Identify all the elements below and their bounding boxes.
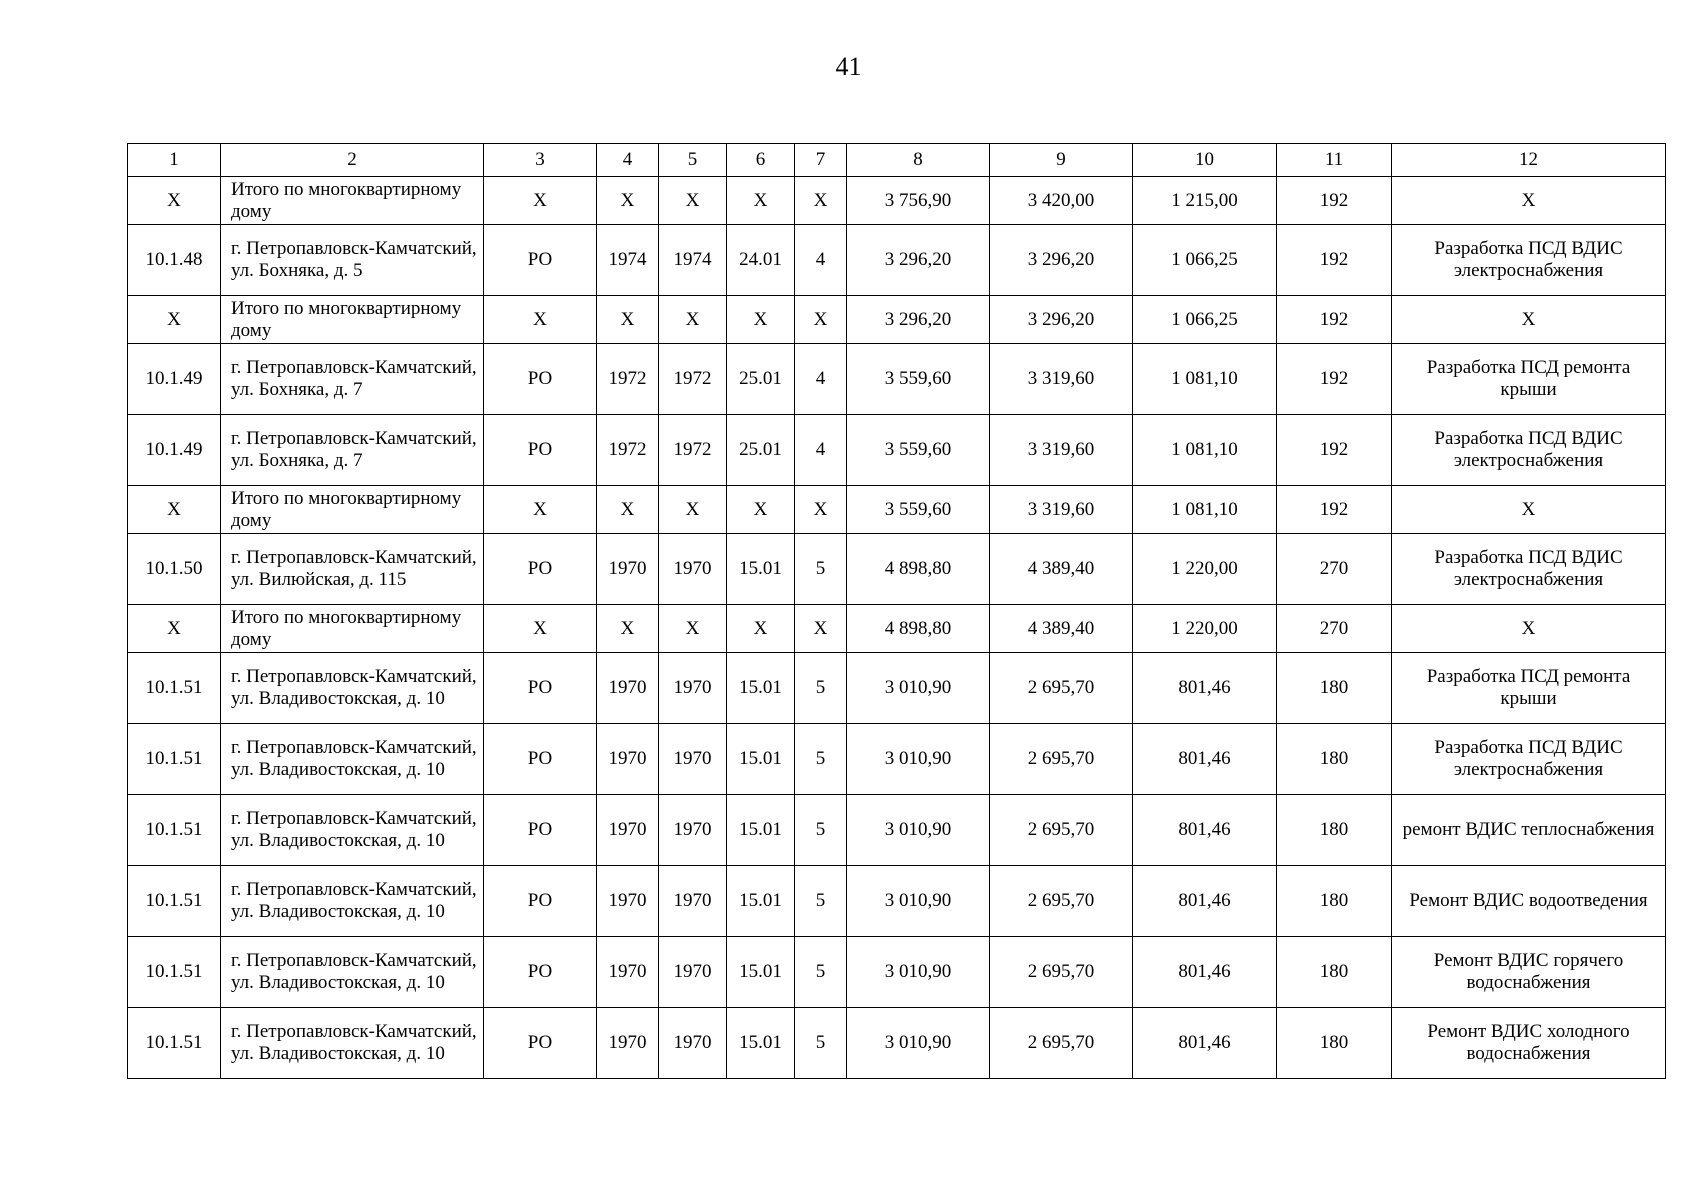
work-type-cell: Х	[1392, 296, 1666, 344]
build-year-cell: 1970	[597, 866, 659, 937]
floors-cell: Х	[795, 486, 847, 534]
address-cell: г. Петропавловск-Камчатский, ул. Владивостокская, д. 10	[221, 866, 484, 937]
wall-material-cell: 25.01	[727, 415, 795, 486]
row-number-cell: 10.1.51	[128, 937, 221, 1008]
row-number-cell: Х	[128, 486, 221, 534]
residential-area-cell: 1 081,10	[1133, 486, 1277, 534]
total-area-cell: 3 559,60	[847, 486, 990, 534]
owner-type-cell: РО	[484, 415, 597, 486]
floors-cell: 4	[795, 225, 847, 296]
owner-type-cell: Х	[484, 605, 597, 653]
wall-material-cell: 25.01	[727, 344, 795, 415]
floors-cell: 5	[795, 653, 847, 724]
owner-type-cell: РО	[484, 795, 597, 866]
floors-cell: 5	[795, 866, 847, 937]
build-year-cell: 1970	[597, 724, 659, 795]
total-area-cell: 3 296,20	[847, 296, 990, 344]
row-number-cell: Х	[128, 177, 221, 225]
commissioning-year-cell: 1970	[659, 1008, 727, 1079]
build-year-cell: 1970	[597, 653, 659, 724]
residential-area-cell: 801,46	[1133, 795, 1277, 866]
row-number-cell: 10.1.51	[128, 724, 221, 795]
row-number-cell: Х	[128, 605, 221, 653]
residents-cell: 192	[1277, 486, 1392, 534]
owner-type-cell: Х	[484, 296, 597, 344]
row-number-cell: 10.1.48	[128, 225, 221, 296]
living-area-cell: 4 389,40	[990, 605, 1133, 653]
row-number-cell: 10.1.51	[128, 866, 221, 937]
total-area-cell: 3 010,90	[847, 653, 990, 724]
build-year-cell: 1970	[597, 937, 659, 1008]
commissioning-year-cell: Х	[659, 486, 727, 534]
owner-type-cell: РО	[484, 866, 597, 937]
address-cell: г. Петропавловск-Камчатский, ул. Владивостокская, д. 10	[221, 724, 484, 795]
table-body	[128, 177, 1666, 1079]
owner-type-cell: РО	[484, 937, 597, 1008]
address-cell: г. Петропавловск-Камчатский, ул. Вилюйская, д. 115	[221, 534, 484, 605]
total-area-cell: 3 010,90	[847, 795, 990, 866]
address-cell: г. Петропавловск-Камчатский, ул. Владивостокская, д. 10	[221, 653, 484, 724]
residential-area-cell: 1 081,10	[1133, 415, 1277, 486]
floors-cell: Х	[795, 605, 847, 653]
build-year-cell: 1972	[597, 344, 659, 415]
residential-area-cell: 1 220,00	[1133, 605, 1277, 653]
table-row	[128, 225, 1666, 296]
subtotal-row	[128, 177, 1666, 225]
total-area-cell: 3 010,90	[847, 1008, 990, 1079]
wall-material-cell: Х	[727, 177, 795, 225]
living-area-cell: 3 296,20	[990, 296, 1133, 344]
table-row	[128, 866, 1666, 937]
table-header	[128, 144, 1666, 177]
work-type-cell: Х	[1392, 605, 1666, 653]
residents-cell: 180	[1277, 724, 1392, 795]
living-area-cell: 3 319,60	[990, 415, 1133, 486]
commissioning-year-cell: 1970	[659, 795, 727, 866]
owner-type-cell: РО	[484, 225, 597, 296]
address-cell: г. Петропавловск-Камчатский, ул. Владивостокская, д. 10	[221, 795, 484, 866]
table-row	[128, 724, 1666, 795]
residential-area-cell: 801,46	[1133, 653, 1277, 724]
total-area-cell: 3 559,60	[847, 415, 990, 486]
wall-material-cell: 15.01	[727, 1008, 795, 1079]
address-cell: Итого по многоквартирному дому	[221, 605, 484, 653]
housing-register-table	[127, 143, 1666, 1079]
living-area-cell: 2 695,70	[990, 795, 1133, 866]
work-type-cell: Разработка ПСД ВДИС электроснабжения	[1392, 415, 1666, 486]
column-header-11: 11	[1277, 144, 1392, 177]
wall-material-cell: 15.01	[727, 653, 795, 724]
residents-cell: 192	[1277, 296, 1392, 344]
commissioning-year-cell: Х	[659, 605, 727, 653]
column-header-1: 1	[128, 144, 221, 177]
address-cell: Итого по многоквартирному дому	[221, 486, 484, 534]
build-year-cell: 1970	[597, 534, 659, 605]
column-header-8: 8	[847, 144, 990, 177]
living-area-cell: 3 319,60	[990, 344, 1133, 415]
total-area-cell: 3 756,90	[847, 177, 990, 225]
floors-cell: Х	[795, 296, 847, 344]
address-cell: г. Петропавловск-Камчатский, ул. Бохняка, д. 7	[221, 344, 484, 415]
work-type-cell: Х	[1392, 486, 1666, 534]
table-row	[128, 653, 1666, 724]
owner-type-cell: РО	[484, 1008, 597, 1079]
build-year-cell: 1974	[597, 225, 659, 296]
floors-cell: 5	[795, 937, 847, 1008]
table-row	[128, 415, 1666, 486]
commissioning-year-cell: Х	[659, 296, 727, 344]
build-year-cell: Х	[597, 296, 659, 344]
owner-type-cell: Х	[484, 486, 597, 534]
table-row	[128, 1008, 1666, 1079]
commissioning-year-cell: 1970	[659, 534, 727, 605]
row-number-cell: 10.1.51	[128, 653, 221, 724]
build-year-cell: 1970	[597, 795, 659, 866]
row-number-cell: Х	[128, 296, 221, 344]
wall-material-cell: 15.01	[727, 937, 795, 1008]
work-type-cell: Х	[1392, 177, 1666, 225]
commissioning-year-cell: 1972	[659, 344, 727, 415]
column-header-7: 7	[795, 144, 847, 177]
column-header-9: 9	[990, 144, 1133, 177]
row-number-cell: 10.1.50	[128, 534, 221, 605]
address-cell: г. Петропавловск-Камчатский, ул. Владивостокская, д. 10	[221, 1008, 484, 1079]
residential-area-cell: 1 220,00	[1133, 534, 1277, 605]
floors-cell: 4	[795, 344, 847, 415]
row-number-cell: 10.1.49	[128, 415, 221, 486]
owner-type-cell: Х	[484, 177, 597, 225]
work-type-cell: Разработка ПСД ВДИС электроснабжения	[1392, 534, 1666, 605]
living-area-cell: 3 420,00	[990, 177, 1133, 225]
row-number-cell: 10.1.49	[128, 344, 221, 415]
commissioning-year-cell: 1970	[659, 724, 727, 795]
column-header-10: 10	[1133, 144, 1277, 177]
work-type-cell: ремонт ВДИС теплоснабжения	[1392, 795, 1666, 866]
commissioning-year-cell: 1970	[659, 937, 727, 1008]
living-area-cell: 2 695,70	[990, 653, 1133, 724]
total-area-cell: 3 559,60	[847, 344, 990, 415]
total-area-cell: 4 898,80	[847, 605, 990, 653]
address-cell: г. Петропавловск-Камчатский, ул. Владивостокская, д. 10	[221, 937, 484, 1008]
build-year-cell: Х	[597, 486, 659, 534]
residential-area-cell: 1 081,10	[1133, 344, 1277, 415]
wall-material-cell: 15.01	[727, 724, 795, 795]
table-row	[128, 344, 1666, 415]
total-area-cell: 3 010,90	[847, 866, 990, 937]
owner-type-cell: РО	[484, 344, 597, 415]
commissioning-year-cell: 1974	[659, 225, 727, 296]
wall-material-cell: 24.01	[727, 225, 795, 296]
residents-cell: 192	[1277, 177, 1392, 225]
residents-cell: 180	[1277, 866, 1392, 937]
commissioning-year-cell: 1970	[659, 866, 727, 937]
floors-cell: 5	[795, 534, 847, 605]
total-area-cell: 3 010,90	[847, 724, 990, 795]
residential-area-cell: 801,46	[1133, 937, 1277, 1008]
floors-cell: 5	[795, 1008, 847, 1079]
table-row	[128, 795, 1666, 866]
table-row	[128, 534, 1666, 605]
floors-cell: Х	[795, 177, 847, 225]
work-type-cell: Разработка ПСД ремонта крыши	[1392, 344, 1666, 415]
owner-type-cell: РО	[484, 724, 597, 795]
wall-material-cell: 15.01	[727, 866, 795, 937]
build-year-cell: Х	[597, 605, 659, 653]
residential-area-cell: 801,46	[1133, 866, 1277, 937]
wall-material-cell: 15.01	[727, 534, 795, 605]
living-area-cell: 3 319,60	[990, 486, 1133, 534]
commissioning-year-cell: 1972	[659, 415, 727, 486]
build-year-cell: 1972	[597, 415, 659, 486]
page-number: 41	[835, 52, 862, 81]
total-area-cell: 3 296,20	[847, 225, 990, 296]
residential-area-cell: 1 066,25	[1133, 296, 1277, 344]
residential-area-cell: 801,46	[1133, 724, 1277, 795]
residential-area-cell: 1 215,00	[1133, 177, 1277, 225]
work-type-cell: Разработка ПСД ВДИС электроснабжения	[1392, 724, 1666, 795]
residents-cell: 180	[1277, 1008, 1392, 1079]
work-type-cell: Ремонт ВДИС горячего водоснабжения	[1392, 937, 1666, 1008]
work-type-cell: Ремонт ВДИС водоотведения	[1392, 866, 1666, 937]
subtotal-row	[128, 605, 1666, 653]
owner-type-cell: РО	[484, 534, 597, 605]
living-area-cell: 3 296,20	[990, 225, 1133, 296]
total-area-cell: 4 898,80	[847, 534, 990, 605]
column-header-5: 5	[659, 144, 727, 177]
column-header-6: 6	[727, 144, 795, 177]
column-header-2: 2	[221, 144, 484, 177]
commissioning-year-cell: 1970	[659, 653, 727, 724]
wall-material-cell: Х	[727, 486, 795, 534]
residents-cell: 180	[1277, 937, 1392, 1008]
address-cell: Итого по многоквартирному дому	[221, 296, 484, 344]
floors-cell: 5	[795, 724, 847, 795]
residents-cell: 180	[1277, 653, 1392, 724]
subtotal-row	[128, 486, 1666, 534]
residents-cell: 270	[1277, 534, 1392, 605]
living-area-cell: 4 389,40	[990, 534, 1133, 605]
living-area-cell: 2 695,70	[990, 866, 1133, 937]
column-number-row	[128, 144, 1666, 177]
floors-cell: 5	[795, 795, 847, 866]
residents-cell: 192	[1277, 225, 1392, 296]
column-header-12: 12	[1392, 144, 1666, 177]
row-number-cell: 10.1.51	[128, 795, 221, 866]
wall-material-cell: 15.01	[727, 795, 795, 866]
living-area-cell: 2 695,70	[990, 937, 1133, 1008]
build-year-cell: Х	[597, 177, 659, 225]
living-area-cell: 2 695,70	[990, 724, 1133, 795]
address-cell: Итого по многоквартирному дому	[221, 177, 484, 225]
subtotal-row	[128, 296, 1666, 344]
commissioning-year-cell: Х	[659, 177, 727, 225]
residential-area-cell: 1 066,25	[1133, 225, 1277, 296]
residents-cell: 270	[1277, 605, 1392, 653]
living-area-cell: 2 695,70	[990, 1008, 1133, 1079]
address-cell: г. Петропавловск-Камчатский, ул. Бохняка, д. 7	[221, 415, 484, 486]
column-header-3: 3	[484, 144, 597, 177]
work-type-cell: Разработка ПСД ремонта крыши	[1392, 653, 1666, 724]
wall-material-cell: Х	[727, 296, 795, 344]
row-number-cell: 10.1.51	[128, 1008, 221, 1079]
residents-cell: 192	[1277, 415, 1392, 486]
total-area-cell: 3 010,90	[847, 937, 990, 1008]
residential-area-cell: 801,46	[1133, 1008, 1277, 1079]
work-type-cell: Ремонт ВДИС холодного водоснабжения	[1392, 1008, 1666, 1079]
wall-material-cell: Х	[727, 605, 795, 653]
address-cell: г. Петропавловск-Камчатский, ул. Бохняка, д. 5	[221, 225, 484, 296]
column-header-4: 4	[597, 144, 659, 177]
table-row	[128, 937, 1666, 1008]
build-year-cell: 1970	[597, 1008, 659, 1079]
floors-cell: 4	[795, 415, 847, 486]
residents-cell: 192	[1277, 344, 1392, 415]
owner-type-cell: РО	[484, 653, 597, 724]
work-type-cell: Разработка ПСД ВДИС электроснабжения	[1392, 225, 1666, 296]
residents-cell: 180	[1277, 795, 1392, 866]
